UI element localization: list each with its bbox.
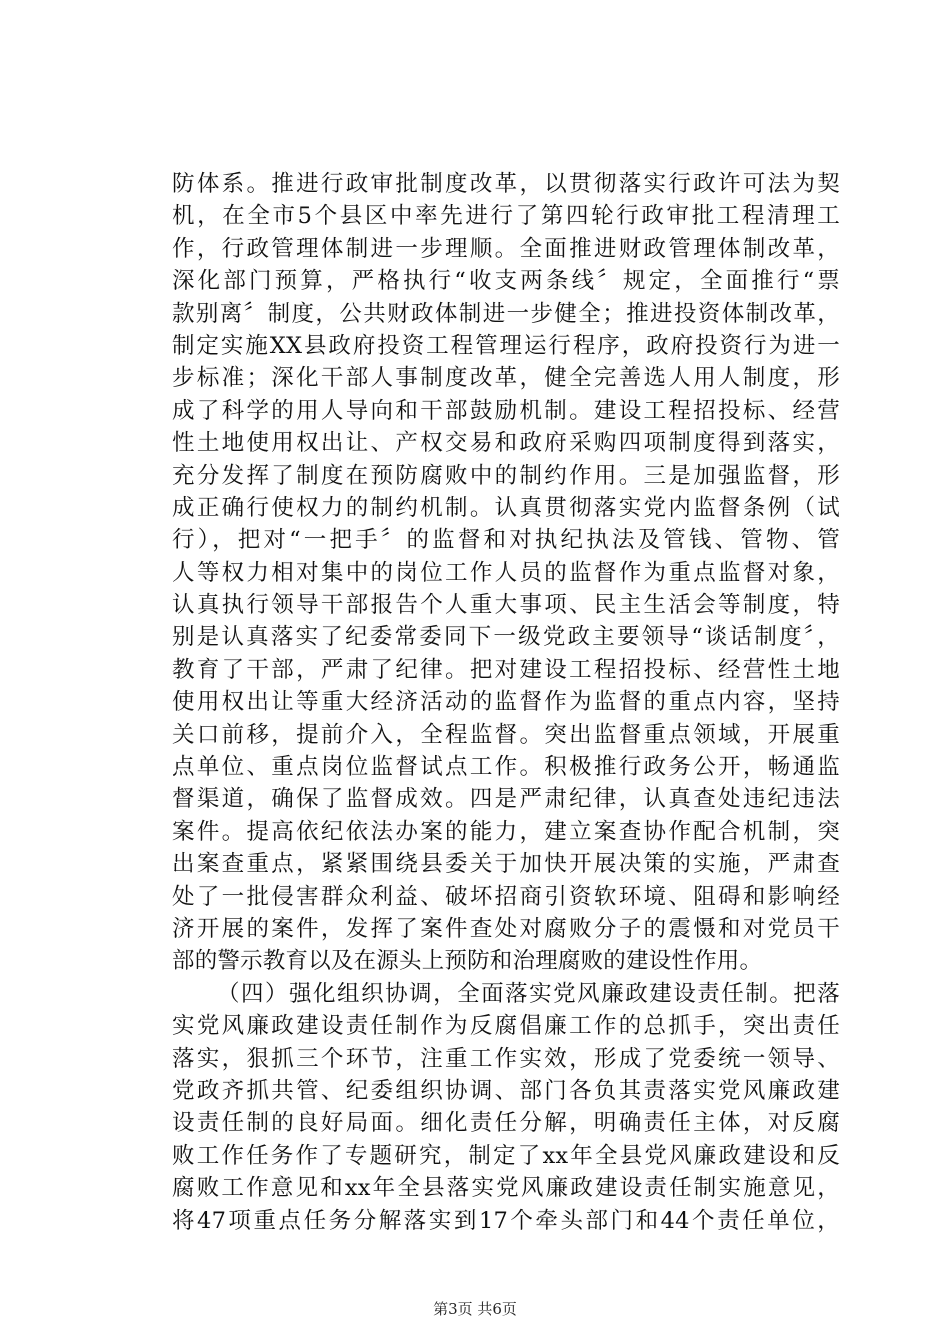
text-line: 处了一批侵害群众利益、破坏招商引资软环境、阻碍和影响经: [172, 883, 840, 910]
text-line: 落实，狠抓三个环节，注重工作实效，形成了党委统一领导、: [172, 1045, 840, 1072]
text-line: 行），把对“一把手〞的监督和对执纪执法及管钱、管物、管: [172, 527, 840, 554]
text-line: 败工作任务作了专题研究，制定了xx年全县党风廉政建设和反: [172, 1142, 840, 1169]
text-line: 使用权出让等重大经济活动的监督作为监督的重点内容，坚持: [172, 689, 840, 716]
text-line: 党政齐抓共管、纪委组织协调、部门各负其责落实党风廉政建: [172, 1077, 840, 1104]
text-line: 成正确行使权力的制约机制。认真贯彻落实党内监督条例（试: [172, 494, 840, 521]
text-line: 成了科学的用人导向和干部鼓励机制。建设工程招投标、经营: [172, 397, 840, 424]
text-line: 实党风廉政建设责任制作为反腐倡廉工作的总抓手，突出责任: [172, 1013, 840, 1040]
text-line: 防体系。推进行政审批制度改革，以贯彻落实行政许可法为契: [172, 171, 840, 197]
document-body: [172, 168, 840, 1237]
text-line: 部的警示教育以及在源头上预防和治理腐败的建设性作用。: [172, 948, 763, 975]
text-line: 督渠道，确保了监督成效。四是严肃纪律，认真查处违纪违法: [172, 786, 840, 813]
text-line: 腐败工作意见和xx年全县落实党风廉政建设责任制实施意见，: [172, 1175, 840, 1202]
text-line: 人等权力相对集中的岗位工作人员的监督作为重点监督对象，: [172, 559, 840, 586]
text-line: 别是认真落实了纪委常委同下一级党政主要领导“谈话制度〞，: [172, 624, 840, 651]
page-number-footer: 第3页 共6页: [433, 1300, 517, 1318]
text-line: 案件。提高依纪依法办案的能力，建立案查协作配合机制，突: [172, 818, 840, 845]
text-line: 关口前移，提前介入，全程监督。突出监督重点领域，开展重: [172, 721, 840, 748]
text-line: 性土地使用权出让、产权交易和政府采购四项制度得到落实，: [172, 430, 840, 457]
text-line: 步标准；深化干部人事制度改革，健全完善选人用人制度，形: [172, 365, 840, 392]
paragraph-heading-line: （四）强化组织协调，全面落实党风廉政建设责任制。把落: [217, 980, 840, 1007]
text-line: 点单位、重点岗位监督试点工作。积极推行政务公开，畅通监: [172, 754, 840, 781]
text-line: 济开展的案件，发挥了案件查处对腐败分子的震慑和对党员干: [172, 915, 840, 942]
text-line: 机，在全市5个县区中率先进行了第四轮行政审批工程清理工: [172, 203, 840, 230]
text-line: 款别离〞制度，公共财政体制进一步健全；推进投资体制改革，: [172, 300, 840, 327]
text-line: 设责任制的良好局面。细化责任分解，明确责任主体，对反腐: [172, 1110, 840, 1137]
text-line: 深化部门预算，严格执行“收支两条线〞规定，全面推行“票: [172, 268, 840, 295]
text-line: 认真执行领导干部报告个人重大事项、民主生活会等制度，特: [172, 592, 840, 619]
text-line: 充分发挥了制度在预防腐败中的制约作用。三是加强监督，形: [172, 462, 840, 489]
text-line: 教育了干部，严肃了纪律。把对建设工程招投标、经营性土地: [172, 656, 840, 683]
text-line: 作，行政管理体制进一步理顺。全面推进财政管理体制改革，: [172, 235, 840, 262]
text-line: 出案查重点，紧紧围绕县委关于加快开展决策的实施，严肃查: [172, 851, 840, 878]
text-line: 制定实施XX县政府投资工程管理运行程序，政府投资行为进一: [172, 332, 840, 359]
text-line: 将47项重点任务分解落实到17个牵头部门和44个责任单位，: [172, 1207, 840, 1234]
